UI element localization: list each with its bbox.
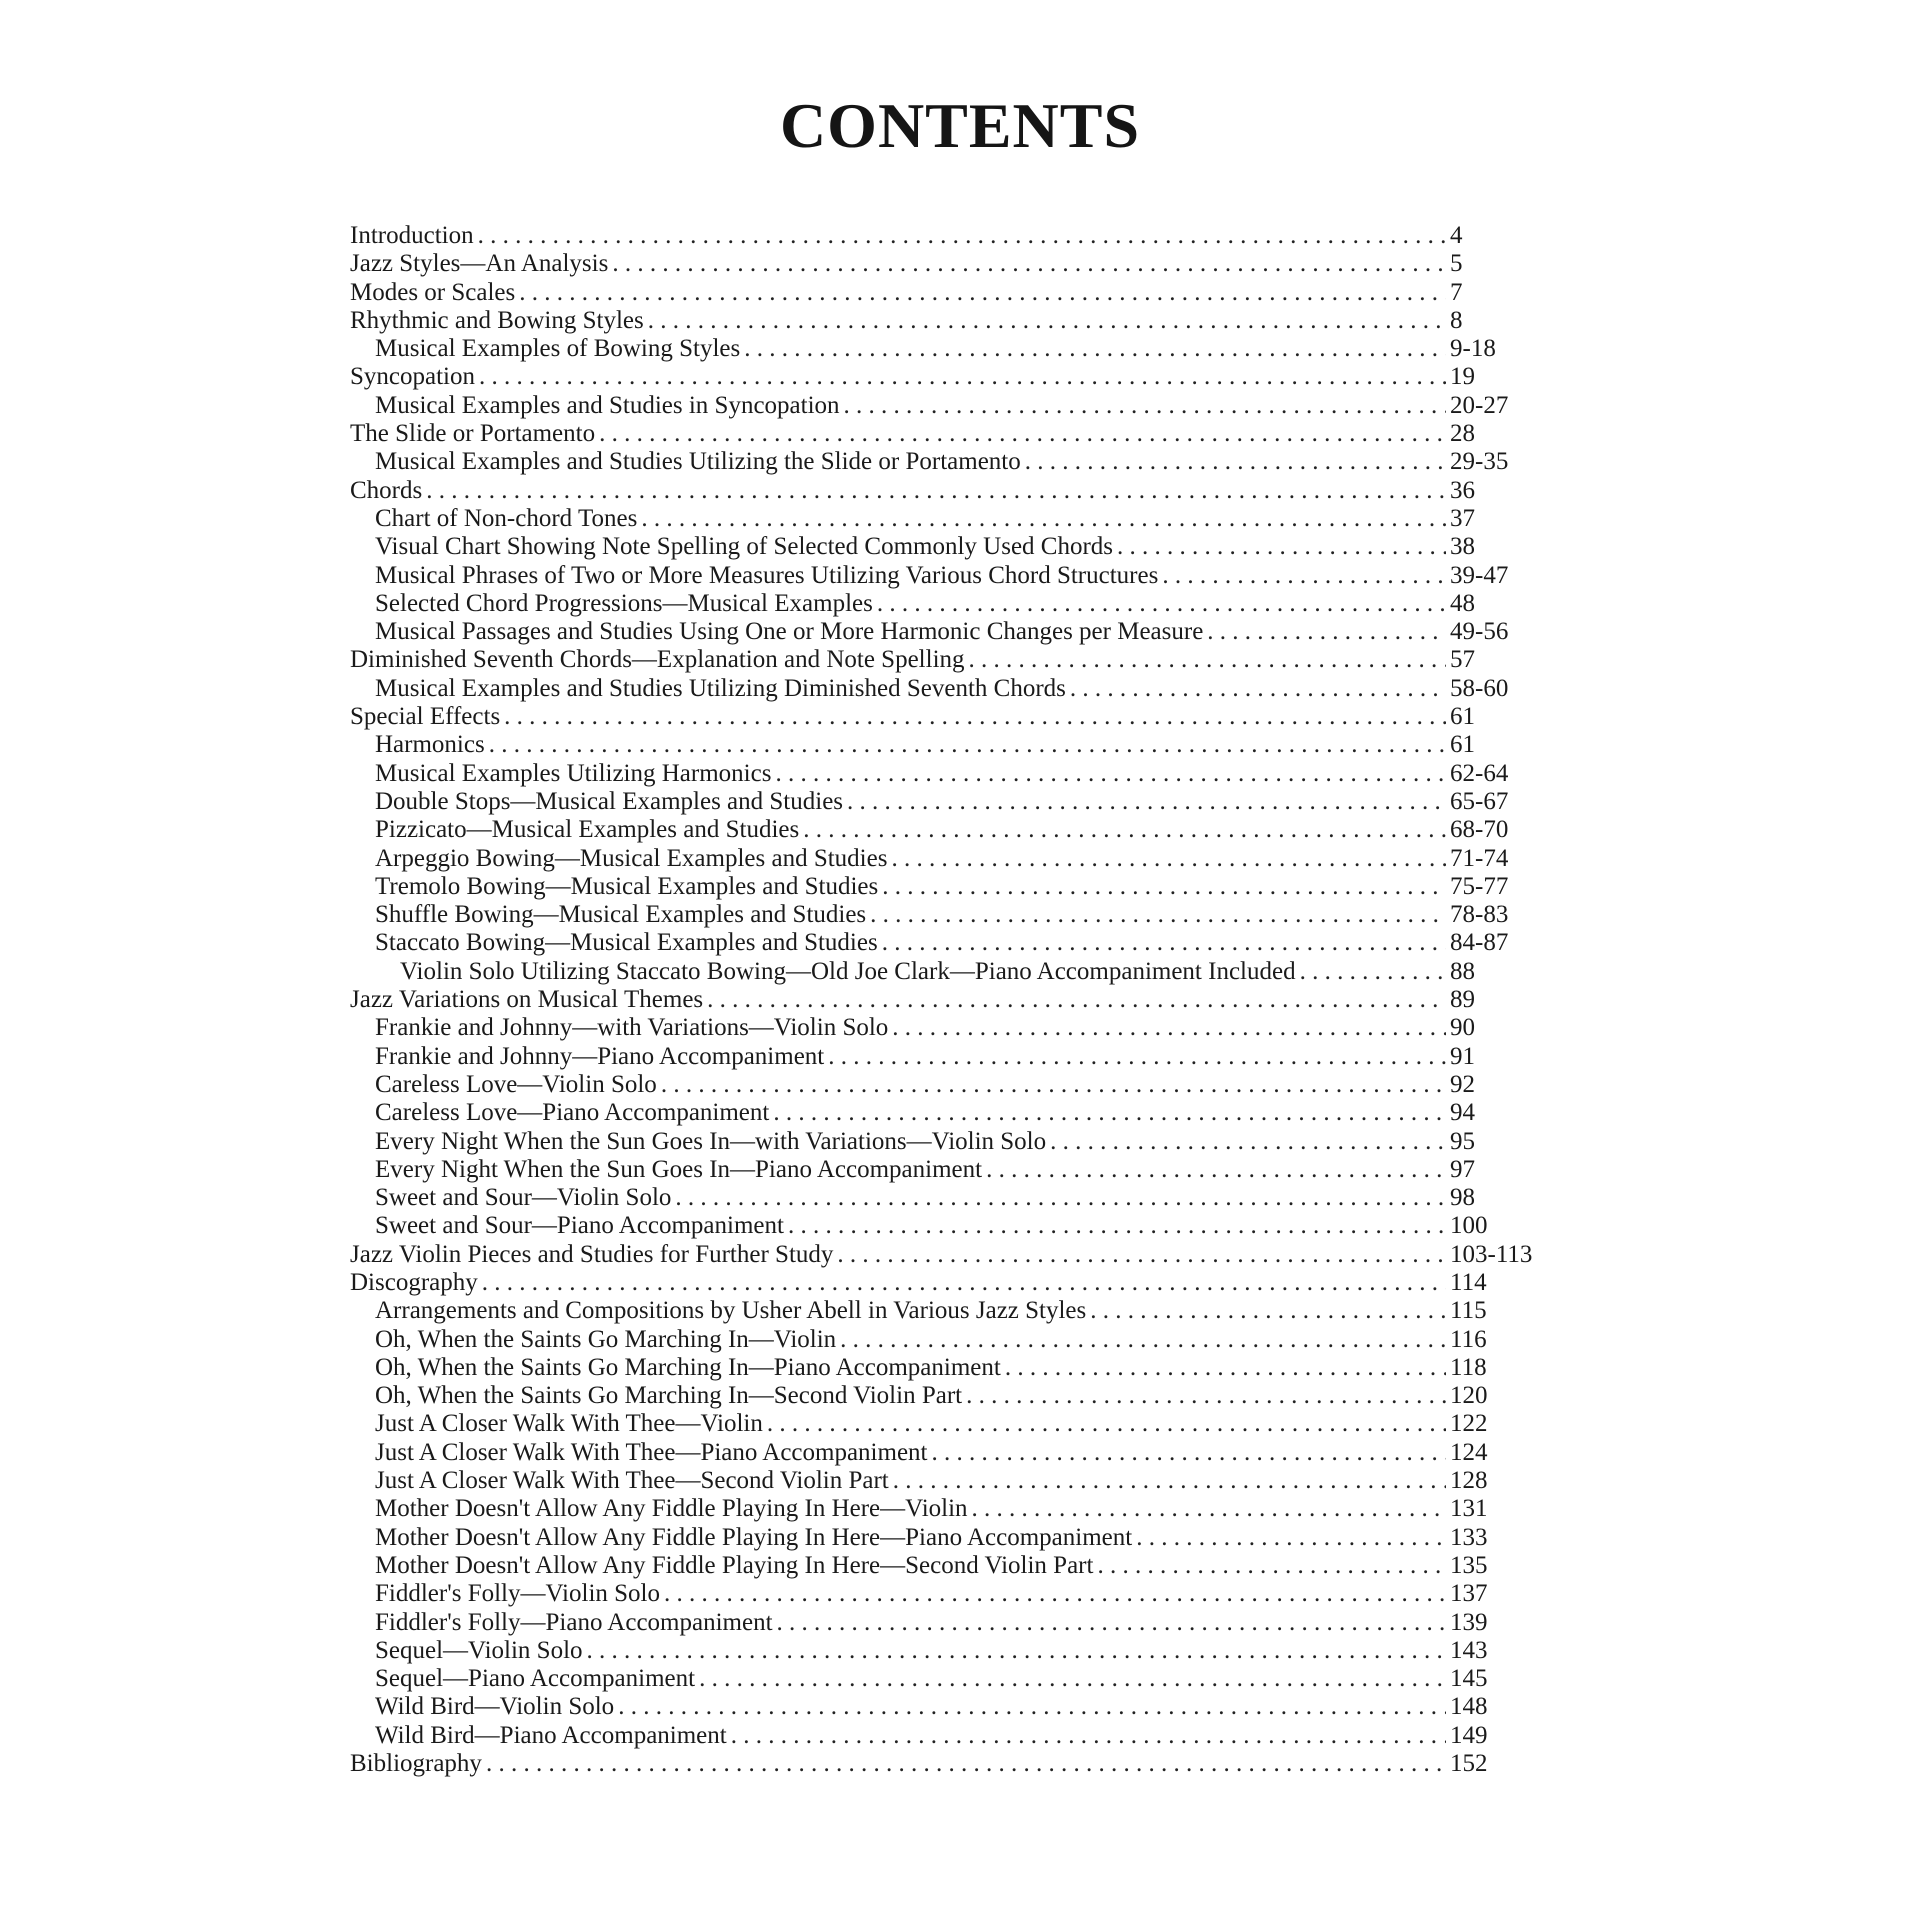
toc-entry [350,279,1620,307]
toc-entry-page: 100 [1450,1212,1488,1240]
toc-entry-title: Frankie and Johnny—with Variations—Violin Solo [375,1014,889,1042]
dot-leader [1300,958,1446,986]
toc-entry-page: 89 [1450,986,1475,1014]
toc-entry [350,1750,1620,1778]
toc-entry-page: 95 [1450,1127,1475,1155]
toc-entry-page: 97 [1450,1155,1475,1183]
toc-entry [350,307,1620,335]
toc-entry-title: Musical Phrases of Two or More Measures Utilizing Various Chord Structures [375,561,1159,589]
toc-entry-title: Syncopation [350,363,475,391]
toc-entry-title: Arrangements and Compositions by Usher Abell in Various Jazz Styles [375,1297,1087,1325]
toc-entry-title: Oh, When the Saints Go Marching In—Piano Accompaniment [375,1353,1001,1381]
toc-entry-page: 84-87 [1450,929,1509,957]
toc-entry [350,505,1620,533]
toc-entry-page: 58-60 [1450,674,1509,702]
toc-entry [350,250,1620,278]
toc-entry-page: 135 [1450,1551,1488,1579]
dot-leader [587,1637,1446,1665]
dot-leader [648,307,1446,335]
dot-leader [837,1241,1446,1269]
toc-entry-title: Sequel—Violin Solo [375,1636,583,1664]
toc-entry-page: 92 [1450,1070,1475,1098]
toc-entry-page: 48 [1450,589,1475,617]
toc-entry-page: 36 [1450,476,1475,504]
toc-entry [350,1184,1620,1212]
toc-entry-page: 49-56 [1450,618,1509,646]
page-title: CONTENTS [779,90,1141,161]
toc-entry [350,1014,1620,1042]
toc-entry [350,901,1620,929]
toc-entry [350,1693,1620,1721]
toc-entry [350,1609,1620,1637]
toc-entry-title: Every Night When the Sun Goes In—with Variations—Violin Solo [375,1127,1047,1155]
toc-entry-title: Musical Passages and Studies Using One or More Harmonic Changes per Measure [375,618,1204,646]
toc-entry-page: 90 [1450,1014,1475,1042]
toc-entry-title: Arpeggio Bowing—Musical Examples and Studies [375,844,888,872]
toc-entry [350,1410,1620,1438]
toc-entry-page: 20-27 [1450,391,1509,419]
toc-entry-title: Every Night When the Sun Goes In—Piano Accompaniment [375,1155,983,1183]
toc-entry-page: 38 [1450,533,1475,561]
dot-leader [675,1184,1446,1212]
toc-entry-page: 8 [1450,306,1463,334]
dot-leader [664,1580,1446,1608]
toc-entry [350,335,1620,363]
toc-entry [350,873,1620,901]
toc-entry [350,392,1620,420]
dot-leader [1136,1524,1446,1552]
toc-entry-title: Double Stops—Musical Examples and Studies [375,787,844,815]
dot-leader [1070,675,1446,703]
toc-entry-title: Just A Closer Walk With Thee—Violin [375,1410,763,1438]
toc-entry [350,1269,1620,1297]
dot-leader [1005,1354,1446,1382]
toc-entry [350,1128,1620,1156]
toc-entry-page: 124 [1450,1438,1488,1466]
toc-entry-page: 152 [1450,1750,1488,1778]
toc-entry [350,1637,1620,1665]
toc-entry [350,1524,1620,1552]
toc-entry-title: Frankie and Johnny—Piano Accompaniment [375,1042,825,1070]
toc-entry [350,1212,1620,1240]
toc-entry [350,1552,1620,1580]
toc-entry-title: Rhythmic and Bowing Styles [350,306,644,334]
dot-leader [972,1495,1446,1523]
dot-leader [482,1269,1446,1297]
toc-entry-title: Harmonics [375,731,485,759]
toc-entry-page: 19 [1450,363,1475,391]
toc-entry-page: 131 [1450,1495,1488,1523]
toc-entry [350,1156,1620,1184]
toc-entry-page: 68-70 [1450,816,1509,844]
toc-entry [350,760,1620,788]
dot-leader [893,1467,1446,1495]
toc-entry-title: Special Effects [350,703,501,731]
toc-entry [350,222,1620,250]
toc-entry [350,363,1620,391]
toc-entry-title: Sequel—Piano Accompaniment [375,1665,696,1693]
toc-entry [350,929,1620,957]
dot-leader [504,703,1446,731]
toc-entry-title: Musical Examples and Studies in Syncopation [375,391,840,419]
toc-entry-page: 61 [1450,703,1475,731]
toc-entry-title: Tremolo Bowing—Musical Examples and Studies [375,872,879,900]
toc-entry [350,1354,1620,1382]
toc-entry [350,1071,1620,1099]
toc-entry-page: 9-18 [1450,335,1496,363]
toc-entry-title: Diminished Seventh Chords—Explanation and Note Spelling [350,646,965,674]
toc-entry [350,1722,1620,1750]
dot-leader [707,986,1446,1014]
toc-entry-page: 94 [1450,1099,1475,1127]
dot-leader [773,1099,1446,1127]
toc-entry-title: Chords [350,476,423,504]
toc-entry-page: 116 [1450,1325,1487,1353]
dot-leader [775,760,1446,788]
toc-entry-title: Musical Examples Utilizing Harmonics [375,759,772,787]
dot-leader [882,873,1446,901]
toc-entry [350,958,1620,986]
dot-leader [1050,1128,1446,1156]
toc-entry [350,448,1620,476]
toc-entry [350,1326,1620,1354]
dot-leader [966,1382,1446,1410]
toc-entry [350,1382,1620,1410]
dot-leader [426,477,1446,505]
dot-leader [1097,1552,1446,1580]
toc-entry-title: Mother Doesn't Allow Any Fiddle Playing In Here—Piano Accompaniment [375,1523,1133,1551]
toc-entry-title: Musical Examples and Studies Utilizing the Slide or Portamento [375,448,1021,476]
dot-leader [932,1439,1447,1467]
toc-entry-page: 137 [1450,1580,1488,1608]
toc-entry-title: Wild Bird—Piano Accompaniment [375,1721,727,1749]
toc-entry-title: Just A Closer Walk With Thee—Second Violin Part [375,1467,889,1495]
dot-leader [788,1212,1446,1240]
toc-entry-page: 62-64 [1450,759,1509,787]
toc-entry-page: 28 [1450,420,1475,448]
dot-leader [731,1722,1446,1750]
toc-entry-page: 75-77 [1450,872,1509,900]
toc-entry-title: Modes or Scales [350,278,516,306]
dot-leader [1162,562,1446,590]
toc-entry-page: 71-74 [1450,844,1509,872]
toc-entry [350,420,1620,448]
toc-entry [350,986,1620,1014]
dot-leader [847,788,1446,816]
dot-leader [840,1326,1446,1354]
toc-entry-page: 149 [1450,1721,1488,1749]
dot-leader [479,363,1446,391]
toc-entry [350,816,1620,844]
toc-entry [350,477,1620,505]
toc-entry-title: Just A Closer Walk With Thee—Piano Accompaniment [375,1438,928,1466]
toc-entry-page: 139 [1450,1608,1488,1636]
toc-entry [350,1241,1620,1269]
toc-entry [350,1099,1620,1127]
toc-entry-title: Violin Solo Utilizing Staccato Bowing—Old Joe Clark—Piano Accompaniment Included [400,957,1296,985]
dot-leader [1117,533,1446,561]
toc-entry-page: 37 [1450,504,1475,532]
toc-entry-title: Wild Bird—Violin Solo [375,1693,615,1721]
toc-entry [350,533,1620,561]
toc-entry-page: 7 [1450,278,1463,306]
toc-entry-title: Sweet and Sour—Piano Accompaniment [375,1212,784,1240]
toc-entry-title: Oh, When the Saints Go Marching In—Second Violin Part [375,1382,963,1410]
toc-entry-title: Bibliography [350,1750,482,1778]
dot-leader [828,1043,1446,1071]
toc-entry-title: Fiddler's Folly—Violin Solo [375,1580,660,1608]
toc-entry-page: 103-113 [1450,1240,1533,1268]
dot-leader [641,505,1446,533]
dot-leader [870,901,1446,929]
toc-entry [350,646,1620,674]
toc-entry-page: 29-35 [1450,448,1509,476]
toc-entry-page: 128 [1450,1467,1488,1495]
toc-entry-title: Musical Examples and Studies Utilizing Diminished Seventh Chords [375,674,1066,702]
toc-entry-title: Selected Chord Progressions—Musical Examples [375,589,873,617]
toc-entry [350,1439,1620,1467]
toc-entry [350,1043,1620,1071]
dot-leader [1090,1297,1446,1325]
toc-entry-page: 61 [1450,731,1475,759]
toc-entry-title: Oh, When the Saints Go Marching In—Violin [375,1325,837,1353]
toc-entry [350,590,1620,618]
dot-leader [489,731,1446,759]
dot-leader [882,929,1446,957]
toc-entry-page: 98 [1450,1184,1475,1212]
dot-leader [519,279,1446,307]
toc-entry-title: Staccato Bowing—Musical Examples and Studies [375,929,878,957]
toc-entry-page: 145 [1450,1665,1488,1693]
toc-entry-title: Shuffle Bowing—Musical Examples and Studies [375,901,867,929]
toc-entry-title: Discography [350,1268,478,1296]
toc-entry-page: 57 [1450,646,1475,674]
dot-leader [803,816,1446,844]
toc-entry-title: Sweet and Sour—Violin Solo [375,1184,672,1212]
dot-leader [844,392,1446,420]
toc-entry [350,562,1620,590]
toc-entry [350,788,1620,816]
toc-entry-page: 78-83 [1450,901,1509,929]
toc-entry-title: Pizzicato—Musical Examples and Studies [375,816,800,844]
dot-leader [618,1693,1446,1721]
toc-entry-page: 65-67 [1450,787,1509,815]
dot-leader [891,845,1446,873]
toc-entry-page: 143 [1450,1636,1488,1664]
toc-entry [350,1580,1620,1608]
toc-entry-title: Chart of Non-chord Tones [375,504,638,532]
toc-entry-page: 4 [1450,222,1463,249]
dot-leader [599,420,1446,448]
dot-leader [744,335,1446,363]
toc-entry [350,703,1620,731]
toc-entry [350,1665,1620,1693]
toc-entry-page: 88 [1450,957,1475,985]
toc-entry [350,1495,1620,1523]
toc-entry-title: The Slide or Portamento [350,420,596,448]
toc-entry-title: Jazz Variations on Musical Themes [350,986,704,1014]
toc-entry-page: 39-47 [1450,561,1509,589]
toc-entry-title: Jazz Violin Pieces and Studies for Further Study [350,1240,834,1268]
dot-leader [1207,618,1446,646]
toc-entry-title: Careless Love—Piano Accompaniment [375,1099,770,1127]
dot-leader [1025,448,1446,476]
toc-entry-page: 148 [1450,1693,1488,1721]
dot-leader [877,590,1446,618]
toc-entry-page: 118 [1450,1353,1487,1381]
dot-leader [478,222,1446,250]
toc-entry-title: Jazz Styles—An Analysis [350,250,609,278]
toc-entry-title: Visual Chart Showing Note Spelling of Selected Commonly Used Chords [375,533,1114,561]
toc-entry [350,731,1620,759]
toc-entry [350,1297,1620,1325]
toc-entry-title: Fiddler's Folly—Piano Accompaniment [375,1608,773,1636]
toc-entry [350,1467,1620,1495]
dot-leader [486,1750,1446,1778]
dot-leader [986,1156,1446,1184]
toc-entry-title: Introduction [350,222,474,249]
dot-leader [612,250,1446,278]
toc-entry [350,845,1620,873]
toc-entry [350,675,1620,703]
dot-leader [969,646,1446,674]
toc-entry-title: Mother Doesn't Allow Any Fiddle Playing In Here—Violin [375,1495,968,1523]
table-of-contents [350,222,1620,1778]
toc-entry-title: Mother Doesn't Allow Any Fiddle Playing In Here—Second Violin Part [375,1551,1094,1579]
toc-entry-title: Musical Examples of Bowing Styles [375,335,741,363]
dot-leader [777,1609,1446,1637]
toc-entry-page: 133 [1450,1523,1488,1551]
dot-leader [661,1071,1446,1099]
toc-entry-page: 91 [1450,1042,1475,1070]
dot-leader [699,1665,1446,1693]
toc-entry-page: 5 [1450,250,1463,278]
toc-entry-page: 122 [1450,1410,1488,1438]
dot-leader [767,1410,1446,1438]
toc-entry [350,618,1620,646]
toc-entry-title: Careless Love—Violin Solo [375,1070,657,1098]
toc-entry-page: 115 [1450,1297,1487,1325]
toc-entry-page: 114 [1450,1268,1487,1296]
toc-entry-page: 120 [1450,1382,1488,1410]
dot-leader [892,1014,1446,1042]
